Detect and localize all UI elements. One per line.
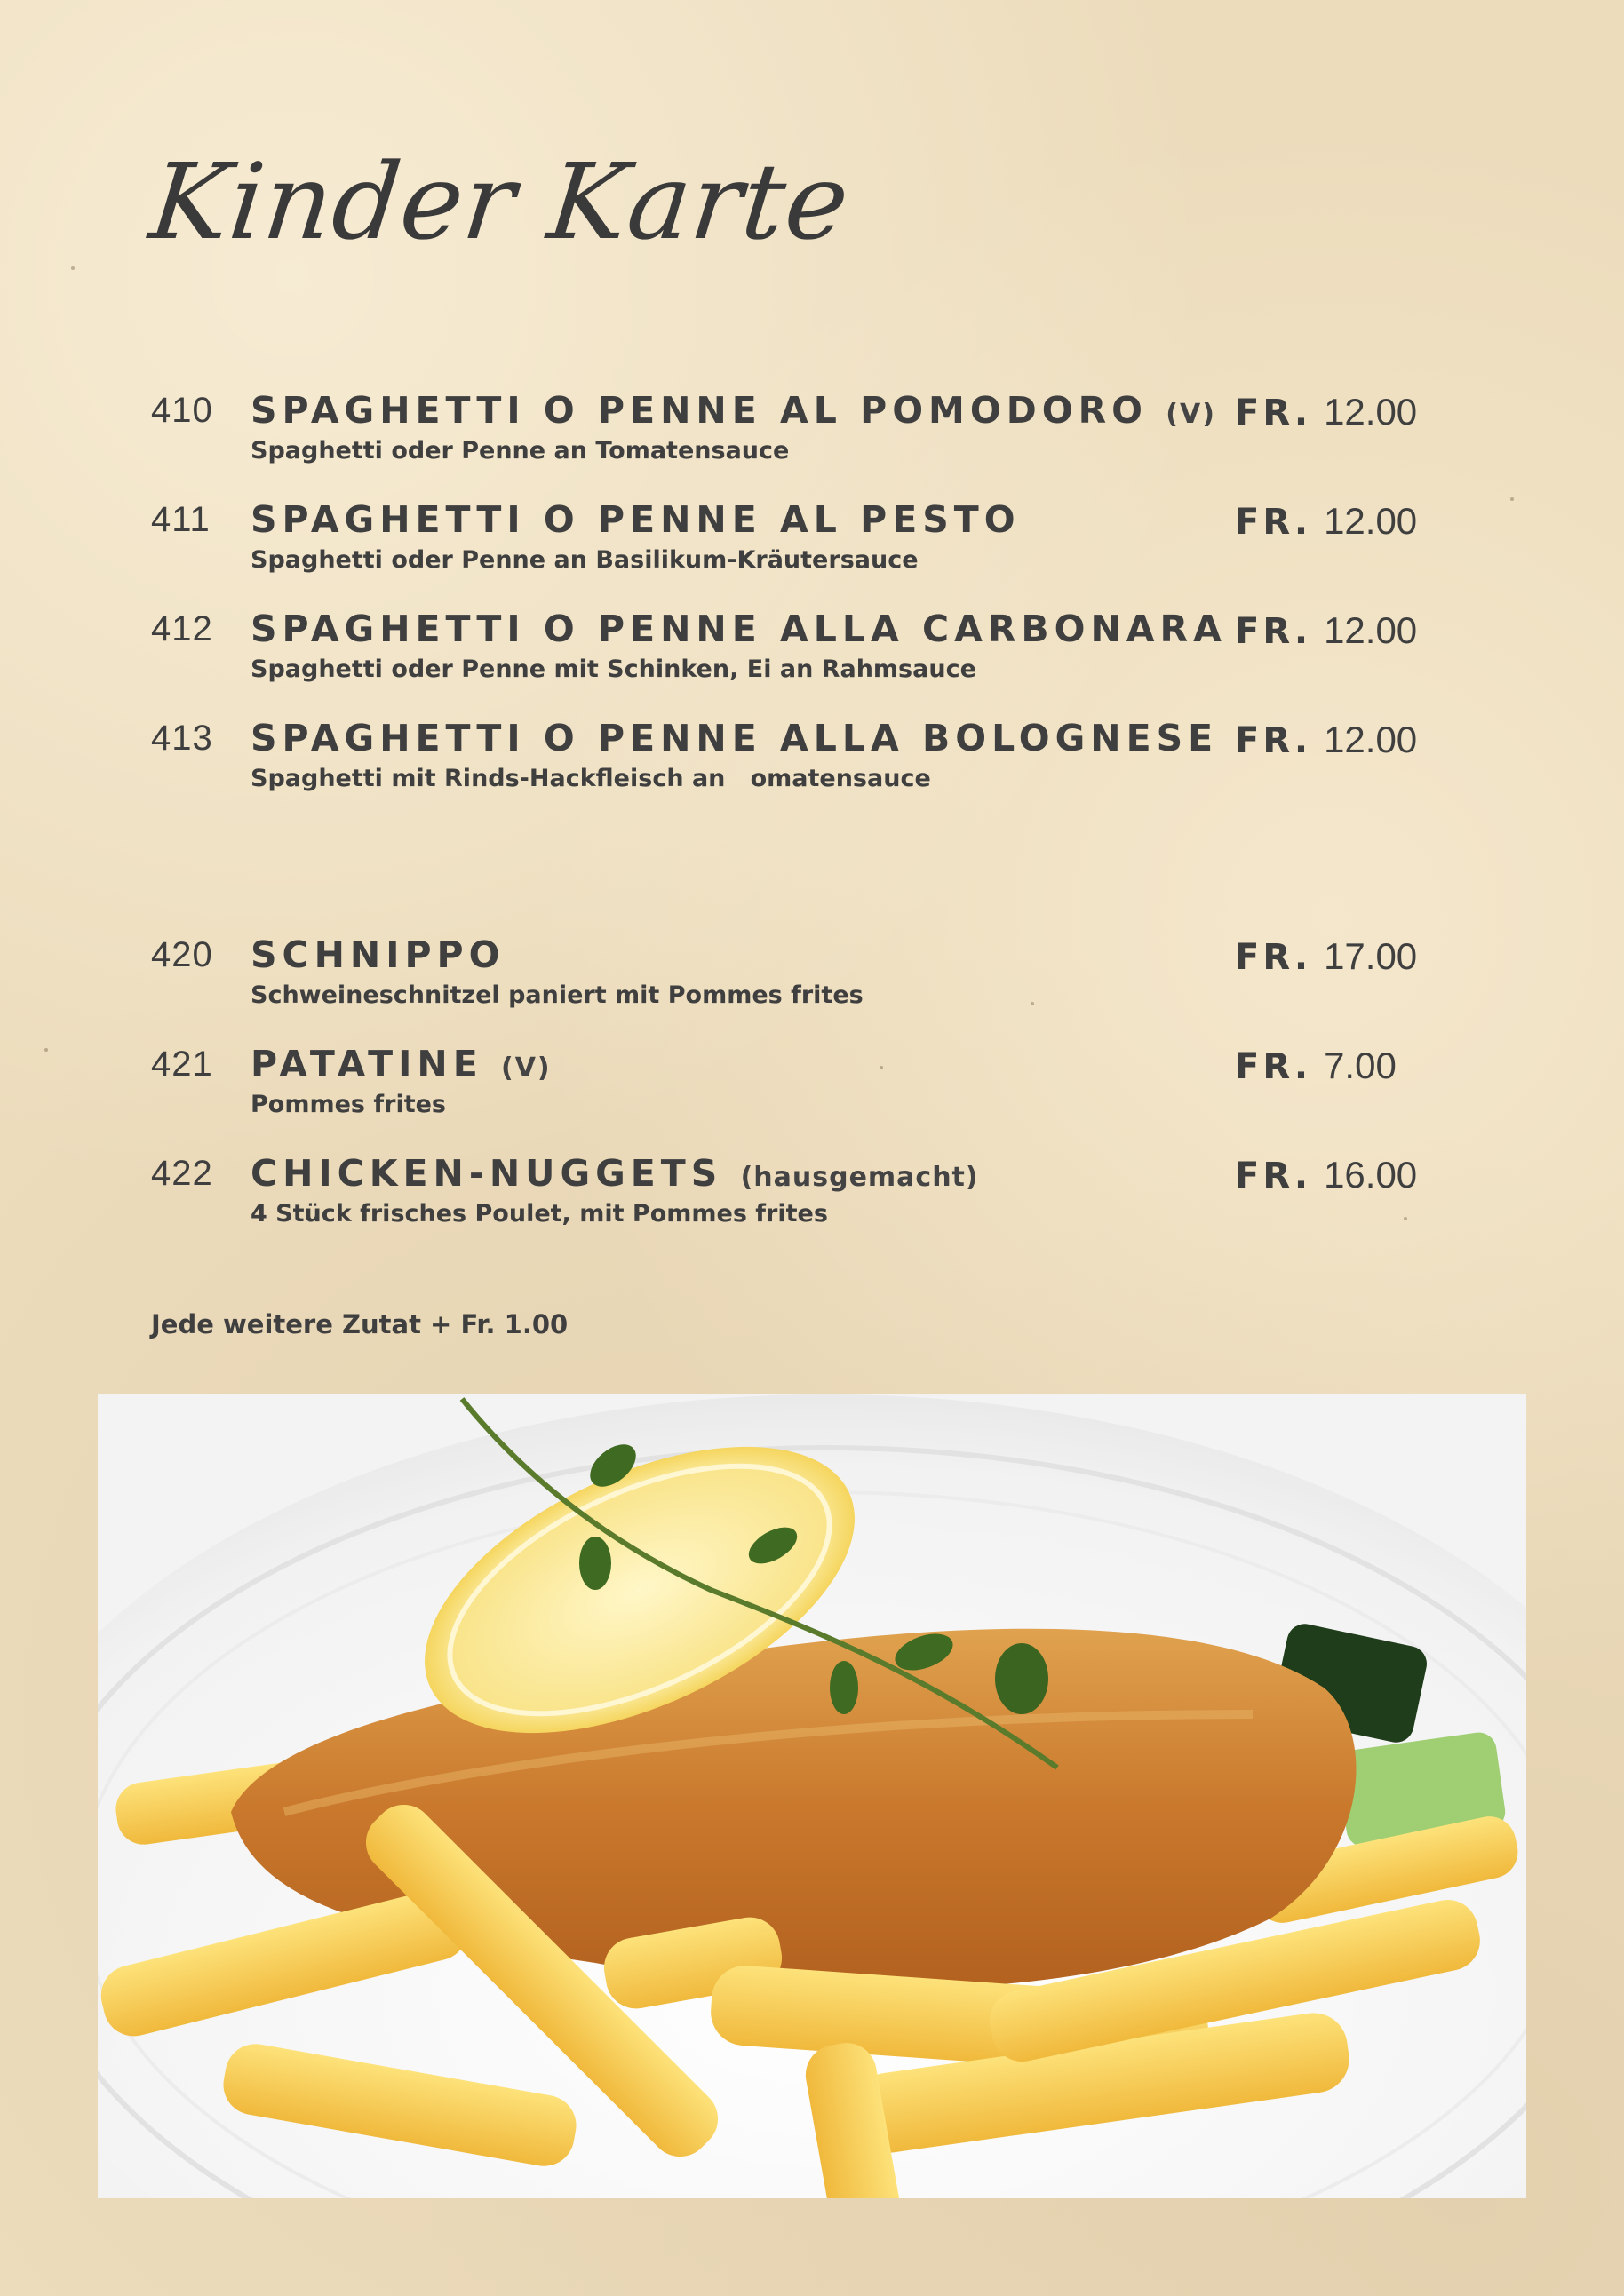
item-description: Schweineschnitzel paniert mit Pommes frites: [251, 981, 864, 1009]
item-description: Pommes frites: [251, 1091, 446, 1118]
page-title: Kinder Karte: [144, 140, 856, 263]
extra-ingredient-note: Jede weitere Zutat + Fr. 1.00: [151, 1309, 569, 1339]
vegetarian-tag: (V): [501, 1053, 552, 1084]
item-name: [251, 498, 1021, 541]
item-description: Spaghetti oder Penne mit Schinken, Ei an Rahmsauce: [251, 655, 976, 683]
paper-speck: [44, 1048, 48, 1052]
menu-item: [151, 389, 1418, 500]
item-name-text: CHICKEN-NUGGETS: [251, 1152, 723, 1195]
currency-label: FR.: [1235, 1046, 1312, 1087]
currency-label: FR.: [1235, 720, 1312, 761]
price-amount: 17.00: [1324, 935, 1418, 977]
price-amount: 12.00: [1324, 500, 1418, 542]
menu-item: [151, 608, 1418, 719]
price-amount: 12.00: [1324, 609, 1418, 651]
item-number: 411: [151, 500, 211, 539]
currency-label: FR.: [1235, 393, 1312, 433]
menu-item: [151, 717, 1418, 828]
item-number: 420: [151, 935, 213, 974]
item-name-text: SPAGHETTI O PENNE AL PESTO: [251, 498, 1021, 541]
price-amount: 7.00: [1324, 1045, 1397, 1086]
item-name: [251, 1043, 552, 1085]
paper-speck: [71, 266, 75, 270]
item-number: 422: [151, 1154, 213, 1193]
currency-label: FR.: [1235, 937, 1312, 978]
paper-speck: [1510, 497, 1514, 501]
vegetarian-tag: (V): [1166, 399, 1216, 430]
currency-label: FR.: [1235, 1156, 1312, 1196]
item-name-text: SPAGHETTI O PENNE ALLA BOLOGNESE: [251, 717, 1219, 759]
menu-item: [151, 1045, 1413, 1154]
item-description: Spaghetti oder Penne an Basilikum-Kräutersauce: [251, 546, 919, 574]
item-price: [1235, 1154, 1417, 1196]
item-price: [1235, 1045, 1397, 1087]
menu-group-pasta: [151, 389, 1418, 828]
item-price: [1235, 500, 1417, 543]
item-description: 4 Stück frisches Poulet, mit Pommes frites: [251, 1200, 828, 1227]
item-name-text: PATATINE: [251, 1043, 483, 1085]
schnitzel-with-fries-photo: [98, 1394, 1526, 2198]
item-number: 410: [151, 391, 213, 430]
price-amount: 12.00: [1324, 719, 1418, 760]
item-name-text: SPAGHETTI O PENNE ALLA CARBONARA: [251, 608, 1227, 650]
item-name-text: SPAGHETTI O PENNE AL POMODORO: [251, 389, 1149, 432]
price-amount: 16.00: [1324, 1154, 1418, 1196]
homemade-tag: (hausgemacht): [740, 1162, 979, 1193]
item-price: [1235, 935, 1417, 978]
item-name: [251, 933, 505, 976]
menu-item: [151, 1152, 1418, 1263]
item-description: Spaghetti mit Rinds-Hackfleisch an omatensauce: [251, 765, 931, 792]
item-description: Spaghetti oder Penne an Tomatensauce: [251, 437, 790, 465]
item-name: [251, 717, 1218, 759]
item-number: 412: [151, 609, 213, 648]
menu-item: [151, 498, 1418, 609]
currency-label: FR.: [1235, 611, 1312, 652]
item-name: [251, 1152, 979, 1195]
item-price: [1235, 609, 1417, 652]
item-price: [1235, 391, 1417, 433]
item-name: [251, 389, 1216, 432]
item-name-text: SCHNIPPO: [251, 933, 506, 976]
menu-item: [151, 933, 1418, 1045]
price-amount: 12.00: [1324, 391, 1418, 433]
item-price: [1235, 719, 1417, 761]
item-name: [251, 608, 1227, 650]
item-number: 421: [151, 1045, 213, 1084]
currency-label: FR.: [1235, 502, 1312, 543]
menu-group-mains: [151, 933, 1418, 1263]
item-number: 413: [151, 719, 213, 758]
